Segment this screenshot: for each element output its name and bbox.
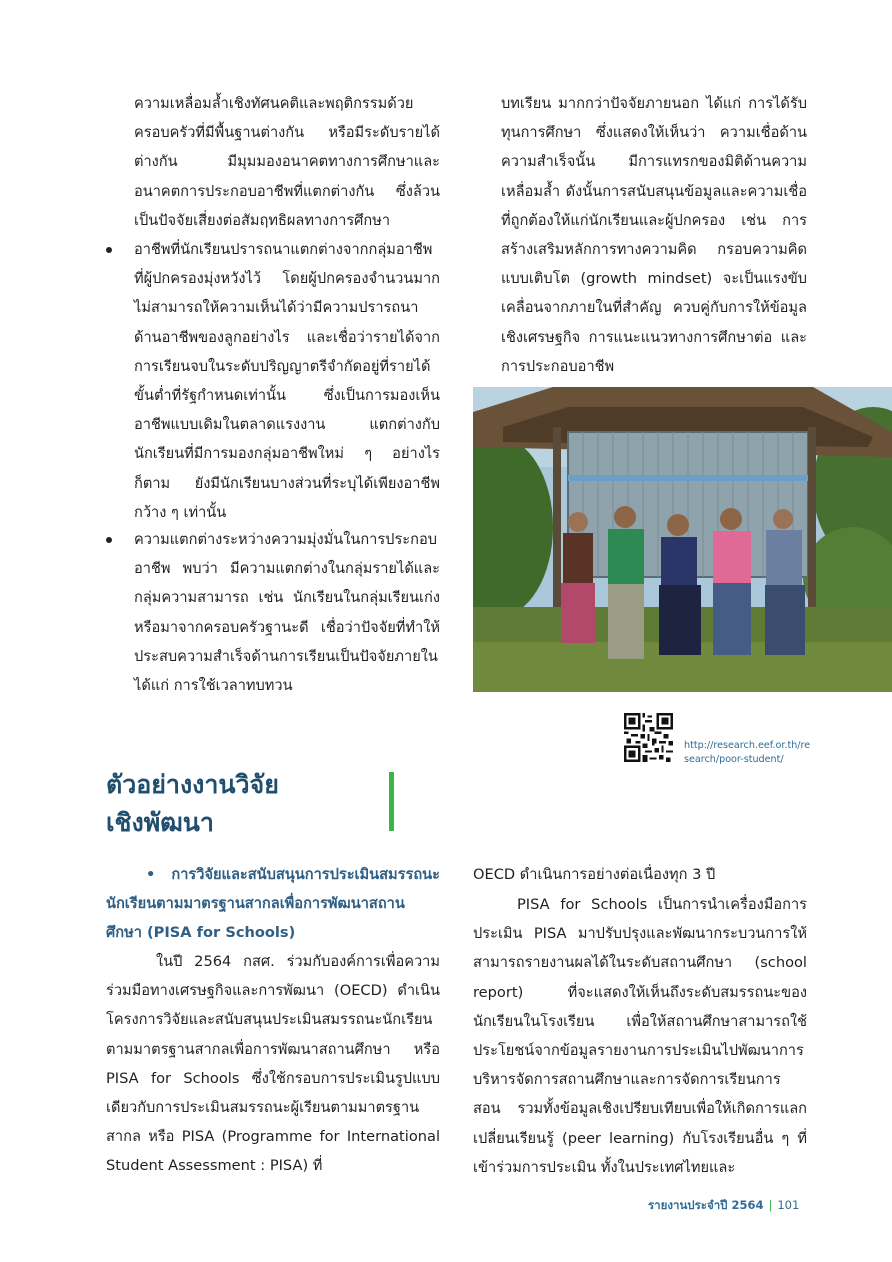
intro-paragraph: ความเหลื่อมล้ำเชิงทัศนคติและพฤติกรรมด้วยครอบครัวที่มีพื้นฐานต่างกัน หรือมีระดับรายได้ต่างกัน มีมุมมองอนาคตทางการศึกษาและอนาคตการประกอบอาชีพที่แตกต่างกัน ซึ่งล้วนเป็นปัจจัยเสี่ยงต่อสัมฤทธิผลทางการศึกษา: [134, 95, 440, 229]
pisa-intro-paragraph: ในปี 2564 กสศ. ร่วมกับองค์การเพื่อความร่วมมือทางเศรษฐกิจและการพัฒนา (OECD) ดำเนินโครงการวิจัยและสนับสนุนประเมินสมรรถนะนักเรียนตามมาตรฐานสากลเพื่อการพัฒนาสถานศึกษา หรือ PISA for Schools ซึ่งใช้กรอบการประเมินรูปแบบเดียวกับการประเมินสมรรถนะผู้เรียนตามมาตรฐานสากล หรือ PISA (Programme for International Student Assessment : PISA) ที่: [106, 953, 440, 1175]
bullet-paragraph-commitment: ความแตกต่างระหว่างความมุ่งมั่นในการประกอบอาชีพ พบว่า มีความแตกต่างในกลุ่มรายได้และกลุ่มความสามารถ เช่น นักเรียนในกลุ่มเรียนเก่งหรือมาจากครอบครัวฐานะดี เชื่อว่าปัจจัยที่ทำให้ประสบความสำเร็จด้านการเรียนเป็นปัจจัยภายใน ได้แก่ การใช้เวลาทบทวน: [134, 531, 440, 695]
right-top-paragraph: บทเรียน มากกว่าปัจจัยภายนอก ได้แก่ การได้รับทุนการศึกษา ซึ่งแสดงให้เห็นว่า ความเชื่อด้านความสำเร็จนั้น มีการแทรกของมิติด้านความเหลื่อมล้ำ ดังนั้นการสนับสนุนข้อมูลและความเชื่อที่ถูกต้องให้แก่นักเรียนและผู้ปกครอง เช่น การสร้างเสริมหลักการทางความคิด กรอบความคิดแบบเติบโต (growth mindset) จะเป็นแรงขับเคลื่อนจากภายในที่สำคัญ ควบคู่กับการให้ข้อมูลเชิงเศรษฐกิจ การแนะแนวทางการศึกษาต่อ และการประกอบอาชีพ: [501, 95, 807, 375]
footer-separator: |: [768, 1198, 773, 1212]
qr-code-icon[interactable]: [624, 713, 673, 762]
bullet-paragraph-aspirations: อาชีพที่นักเรียนปรารถนาแตกต่างจากกลุ่มอาชีพที่ผู้ปกครองมุ่งหวังไว้ โดยผู้ปกครองจำนวนมากไม่สามารถให้ความเห็นได้ว่ามีความปรารถนาด้านอาชีพของลูกอย่างไร และเชื่อว่ารายได้จากการเรียนจบในระดับปริญญาตรีจำกัดอยู่ที่รายได้ขั้นต่ำที่รัฐกำหนดเท่านั้น ซึ่งเป็นการมองเห็นอาชีพแบบเดิมในตลาดแรงงาน แตกต่างกับนักเรียนที่มีการมองกลุ่มอาชีพใหม่ ๆ อย่างไรก็ตาม ยังมีนักเรียนบางส่วนที่ระบุได้เพียงอาชีพกว้าง ๆ เท่านั้น: [134, 241, 440, 521]
section-heading-line-1: ตัวอย่างงานวิจัย: [106, 770, 279, 799]
project-subheading: • การวิจัยและสนับสนุนการประเมินสมรรถนะนักเรียนตามมาตรฐานสากลเพื่อการพัฒนาสถานศึกษา (PISA for Schools): [106, 866, 440, 941]
bullet-marker: [106, 537, 112, 543]
oecd-continuation-paragraph: OECD ดำเนินการอย่างต่อเนื่องทุก 3 ปี: [473, 866, 716, 883]
qr-url-link[interactable]: http://research.eef.or.th/research/poor-student/: [684, 740, 811, 765]
pisa-for-schools-paragraph: PISA for Schools เป็นการนำเครื่องมือการประเมิน PISA มาปรับปรุงและพัฒนากระบวนการให้สามารถรายงานผลได้ในระดับสถานศึกษา (school report) ที่จะแสดงให้เห็นถึงระดับสมรรถนะของนักเรียนในโรงเรียน เพื่อให้สถานศึกษาสามารถใช้ประโยชน์จากข้อมูลรายงานการประเมินไปพัฒนาการบริหารจัดการสถานศึกษาและการจัดการเรียนการสอน รวมทั้งข้อมูลเชิงเปรียบเทียบเพื่อให้เกิดการแลกเปลี่ยนเรียนรู้ (peer learning) กับโรงเรียนอื่น ๆ ที่เข้าร่วมการประเมิน ทั้งในประเทศไทยและ: [473, 896, 807, 1176]
heading-accent-bar: [389, 772, 394, 831]
page-number: 101: [777, 1198, 800, 1212]
bullet-marker: [106, 247, 112, 253]
section-heading: [106, 766, 279, 842]
footer-report-title: รายงานประจำปี 2564: [648, 1198, 764, 1212]
family-photo: [473, 387, 892, 692]
page-footer: [648, 1197, 799, 1213]
section-heading-line-2: เชิงพัฒนา: [106, 808, 214, 837]
